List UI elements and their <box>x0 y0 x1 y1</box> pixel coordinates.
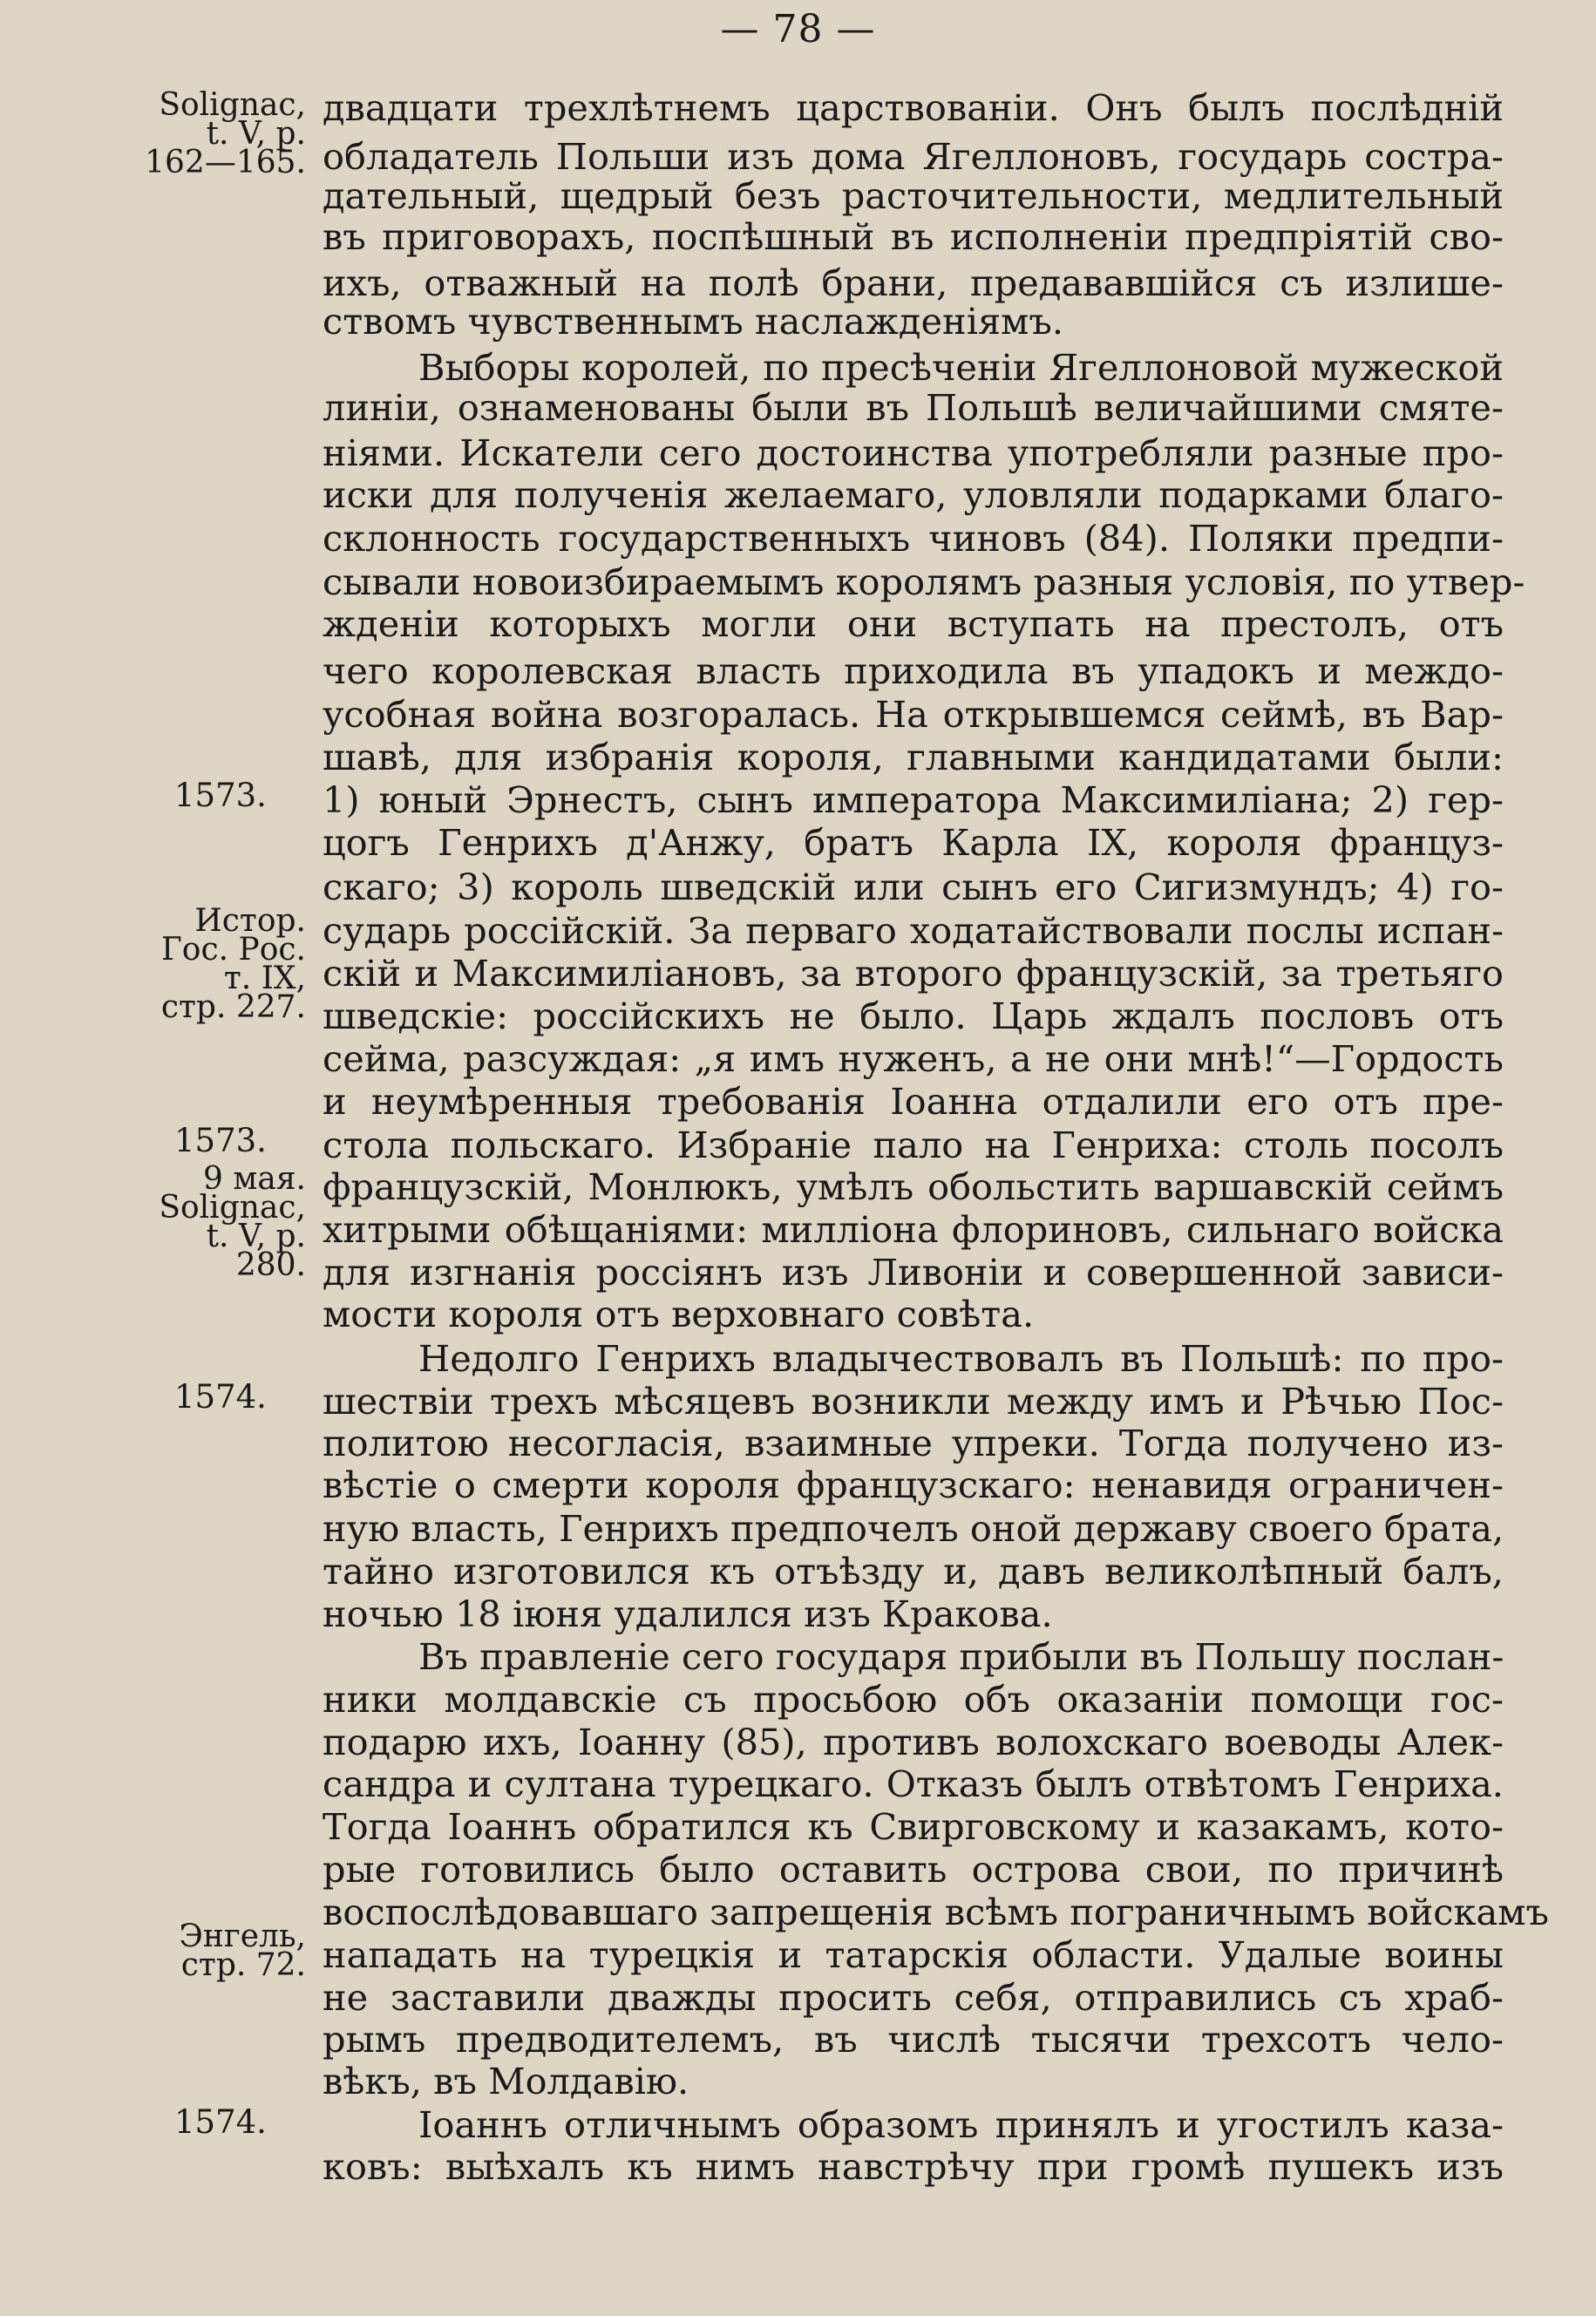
text-line: и неумѣренныя требованія Іоанна отдалили его отъ пре- <box>323 1080 1504 1123</box>
text-line: рые готовились было оставить острова свои, по причинѣ <box>323 1848 1504 1891</box>
text-line: иски для полученія желаемаго, уловляли подарками благо- <box>323 473 1504 516</box>
margin-note-line: 9 мая. <box>203 1161 306 1197</box>
text-line: мости короля отъ верховнаго совѣта. <box>323 1293 1035 1335</box>
text-line: подарю ихъ, Іоанну (85), противъ волохскаго воеводы Алек- <box>323 1721 1504 1763</box>
margin-year: 1573. <box>174 777 267 814</box>
paragraph-start-line: Недолго Генрихъ владычествовалъ въ Польшѣ: по про- <box>418 1337 1504 1380</box>
text-line: сейма, разсуждая: „я имъ нуженъ, а не они мнѣ!“—Гордость <box>323 1037 1504 1080</box>
text-line: шавѣ, для избранія короля, главными кандидатами были: <box>323 736 1504 778</box>
text-line: ную власть, Генрихъ предпочелъ оной державу своего брата, <box>323 1507 1504 1550</box>
text-line: тайно изготовился къ отъѣзду и, давъ великолѣпный балъ, <box>323 1550 1504 1593</box>
margin-note-line: Энгель, <box>179 1919 306 1954</box>
text-line: французскій, Монлюкъ, умѣлъ обольстить варшавскій сеймъ <box>323 1165 1504 1208</box>
text-line: политою несогласія, взаимные упреки. Тогда получено из- <box>323 1422 1504 1464</box>
text-line: линіи, ознаменованы были въ Польшѣ величайшими смяте- <box>323 386 1504 429</box>
text-line: ствомъ чувственнымъ наслажденіямъ. <box>323 300 1064 343</box>
text-line: воспослѣдовавшаго запрещенія всѣмъ пограничнымъ войскамъ <box>323 1891 1549 1933</box>
margin-note-engel <box>79 1919 306 1983</box>
text-line: ночью 18 іюня удалился изъ Кракова. <box>323 1593 1053 1635</box>
text-line: скій и Максимиліановъ, за второго французскій, за третьяго <box>323 952 1504 995</box>
text-line: ковъ: выѣхалъ къ нимъ навстрѣчу при громѣ пушекъ изъ <box>323 2145 1504 2188</box>
paragraph-start-line: Въ правленіе сего государя прибыли въ Польшу послан- <box>418 1635 1504 1678</box>
text-line: шведскіе: россійскихъ не было. Царь ждалъ пословъ отъ <box>323 995 1504 1037</box>
margin-note-line: Solignac, <box>159 87 306 123</box>
margin-note-line: 280. <box>235 1247 306 1283</box>
text-line: шествіи трехъ мѣсяцевъ возникли между имъ и Рѣчью Пос- <box>323 1380 1504 1423</box>
margin-note-line: 162—165. <box>145 145 306 180</box>
text-line: обладатель Польши изъ дома Ягеллоновъ, государь сострa- <box>323 135 1504 178</box>
margin-year: 1573. <box>174 1122 267 1159</box>
margin-note-line: Истор. <box>194 903 306 939</box>
margin-note-line: t. V, p. <box>206 116 306 152</box>
margin-note-solignac <box>79 1161 306 1283</box>
page-number: — 78 — <box>720 7 876 51</box>
margin-note-solignac <box>79 87 306 180</box>
paragraph-start-line: Іоаннъ отличнымъ образомъ принялъ и угостилъ каза- <box>418 2103 1504 2146</box>
text-line: усобная война возгоралась. На открывшемся сеймѣ, въ Вар- <box>323 693 1504 736</box>
text-line: скаго; 3) король шведскій или сынъ его Сигизмундъ; 4) го- <box>323 866 1504 908</box>
margin-note-istor <box>79 903 306 1025</box>
text-line: Тогда Іоаннъ обратился къ Свирговскому и казакамъ, кото- <box>323 1805 1504 1848</box>
text-line: не заставили дважды просить себя, отправились съ храб- <box>323 1976 1504 2019</box>
text-line: цогъ Генрихъ д'Анжу, братъ Карла IX, короля француз- <box>323 821 1504 864</box>
text-line: ніями. Искатели сего достоинства употребляли разные про- <box>323 431 1504 474</box>
text-line: ихъ, отважный на полѣ брани, предававшійся съ излише- <box>323 261 1504 304</box>
margin-note-line: стр. 72. <box>180 1947 306 1983</box>
margin-note-line: стр. 227. <box>160 989 306 1025</box>
margin-year: 1574. <box>174 1378 267 1416</box>
text-line: чего королевская власть приходила въ упадокъ и междо- <box>323 649 1504 692</box>
text-line: въ приговорахъ, поспѣшный въ исполненіи предпріятій сво- <box>323 215 1504 258</box>
paragraph-start-line: Выборы королей, по пресѣченіи Ягеллоновой мужеской <box>418 346 1504 389</box>
text-line: 1) юный Эрнестъ, сынъ императора Максимиліана; 2) гер- <box>323 778 1504 821</box>
text-line: жденіи которыхъ могли они вступать на престолъ, отъ <box>323 602 1504 645</box>
text-line: дательный, щедрый безъ расточительности, медлительный <box>323 174 1504 217</box>
text-line: нападать на турецкія и татарскія области. Удалые воины <box>323 1933 1504 1976</box>
margin-note-line: т. IX, <box>223 961 306 996</box>
text-line: двадцати трехлѣтнемъ царствованіи. Онъ былъ послѣдній <box>323 86 1504 129</box>
text-line: стола польскаго. Избраніе пало на Генриха: столь посолъ <box>323 1124 1504 1166</box>
text-line: сывали новоизбираемымъ королямъ разныя условія, по утвер- <box>323 560 1525 603</box>
text-line: вѣстіе о смерти короля французскаго: ненавидя ограничен- <box>323 1464 1504 1506</box>
text-line: сандра и султана турецкаго. Отказъ былъ отвѣтомъ Генриха. <box>323 1762 1504 1805</box>
margin-note-line: Гос. Рос. <box>160 932 306 968</box>
margin-year: 1574. <box>174 2103 267 2141</box>
text-line: хитрыми обѣщаніями: милліона флориновъ, сильнаго войска <box>323 1208 1504 1251</box>
text-line: рымъ предводителемъ, въ числѣ тысячи трехсотъ чело- <box>323 2018 1504 2061</box>
text-line: сударь россійскій. За перваго ходатайствовали послы испан- <box>323 909 1504 952</box>
margin-note-line: t. V, p. <box>206 1219 306 1254</box>
text-line: вѣкъ, въ Молдавію. <box>323 2060 689 2102</box>
text-line: ники молдавскіе съ просьбою объ оказаніи помощи гос- <box>323 1678 1504 1721</box>
text-line: склонность государственныхъ чиновъ (84). Поляки предпи- <box>323 517 1504 560</box>
margin-note-line: Solignac, <box>159 1190 306 1226</box>
text-line: для изгнанія россіянъ изъ Ливоніи и совершенной зависи- <box>323 1251 1504 1294</box>
